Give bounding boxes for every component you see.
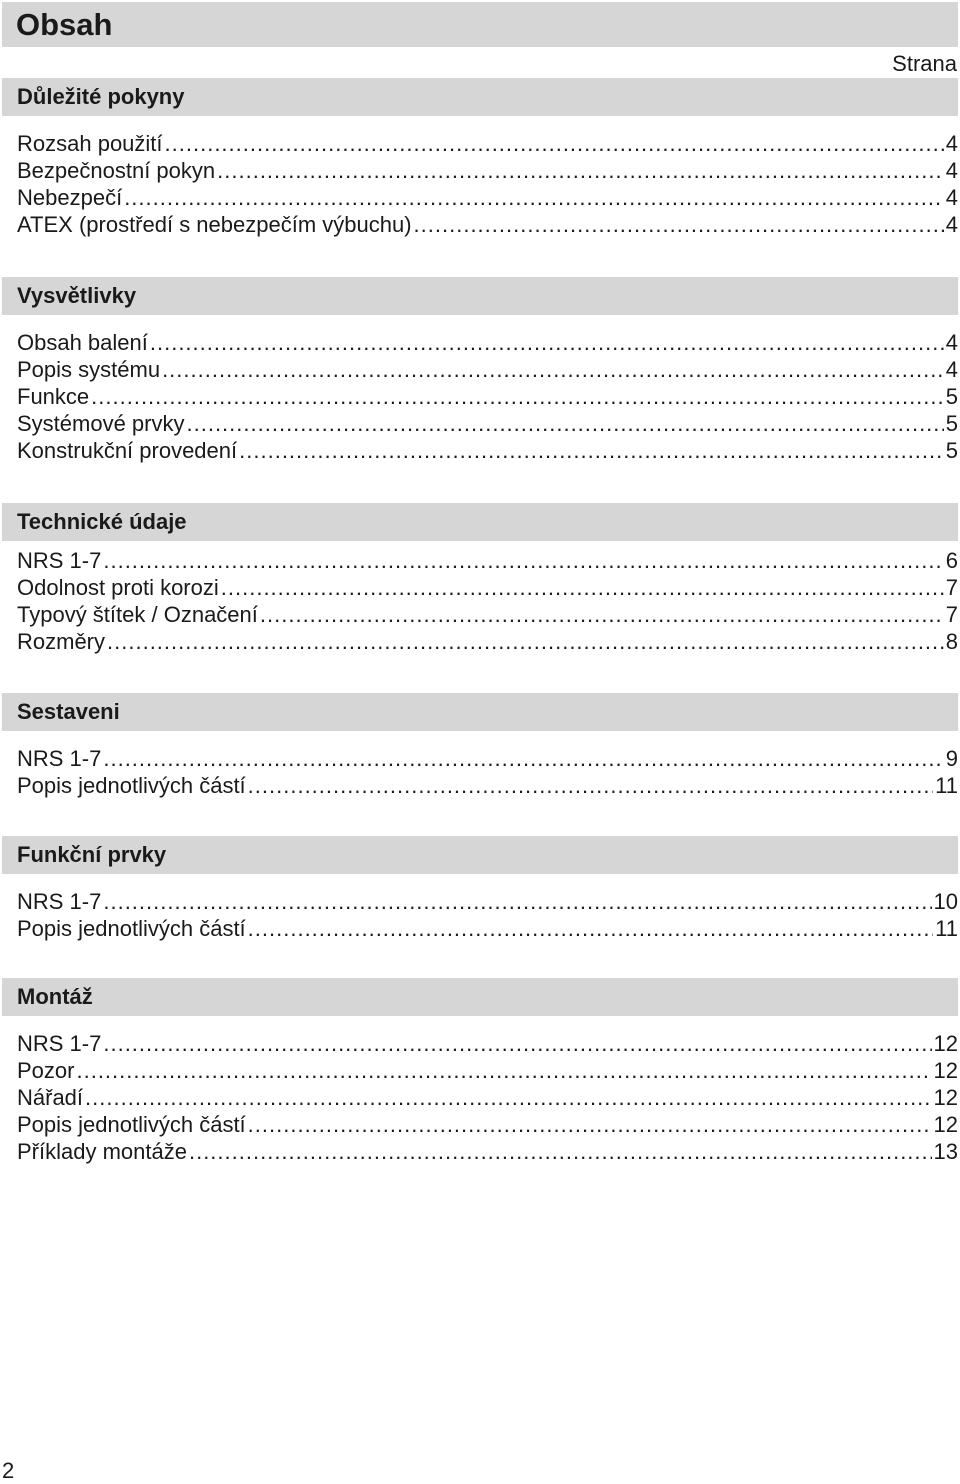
toc-entry-title: NRS 1-7 [17, 746, 102, 771]
dot-leader [217, 157, 944, 184]
section-heading: Technické údaje [17, 509, 187, 534]
toc-entry-title: Pozor [17, 1058, 75, 1083]
toc-entry-page: 12 [933, 1031, 958, 1056]
section-heading: Sestaveni [17, 699, 120, 724]
toc-entry-page: 4 [945, 212, 958, 237]
dot-leader [124, 184, 944, 211]
footer-page-number: 2 [2, 1458, 15, 1483]
toc-entry-page: 11 [935, 916, 958, 941]
toc-entry-page: 4 [945, 357, 958, 382]
toc-entry[interactable] [17, 157, 958, 184]
toc-entry-page: 6 [945, 548, 958, 573]
toc-entry[interactable] [17, 184, 958, 211]
dot-leader [85, 1084, 931, 1111]
toc-entry-title: Popis jednotlivých částí [17, 773, 246, 798]
toc-entry[interactable] [17, 888, 958, 915]
toc-entry[interactable] [17, 1138, 958, 1165]
section-heading: Vysvětlivky [17, 283, 137, 308]
toc-entry-page: 4 [945, 185, 958, 210]
toc-entry-title: Bezpečnostní pokyn [17, 158, 216, 183]
toc-section [0, 503, 960, 655]
toc-entry-title: Konstrukční provedení [17, 438, 238, 463]
toc-entry-list [0, 130, 960, 238]
toc-entry-title: Typový štítek / Označení [17, 602, 258, 627]
toc-entry-page: 4 [945, 330, 958, 355]
toc-entry-title: NRS 1-7 [17, 548, 102, 573]
dot-leader [260, 601, 944, 628]
toc-entry-list [0, 547, 960, 655]
dot-leader [107, 628, 944, 655]
toc-entry-title: Nářadí [17, 1085, 84, 1110]
toc-entry-page: 5 [945, 384, 958, 409]
toc-entry-page: 11 [935, 773, 958, 798]
toc-section [0, 978, 960, 1165]
dot-leader [150, 329, 944, 356]
toc-entry[interactable] [17, 915, 958, 942]
dot-leader [103, 1030, 931, 1057]
page-title: Obsah [16, 7, 113, 42]
section-header [2, 836, 958, 874]
toc-entry[interactable] [17, 601, 958, 628]
toc-entry-page: 5 [945, 411, 958, 436]
section-header [2, 78, 958, 116]
dot-leader [248, 1111, 932, 1138]
dot-leader [239, 437, 944, 464]
toc-entry[interactable] [17, 574, 958, 601]
page-column-label: Strana [892, 51, 957, 76]
toc-section [0, 277, 960, 464]
dot-leader [103, 745, 943, 772]
toc-entry[interactable] [17, 130, 958, 157]
dot-leader [221, 574, 944, 601]
toc-entry[interactable] [17, 745, 958, 772]
toc-section [0, 836, 960, 942]
section-header [2, 978, 958, 1016]
toc-entry[interactable] [17, 410, 958, 437]
toc-entry[interactable] [17, 1057, 958, 1084]
toc-entry-list [0, 329, 960, 464]
toc-entry-page: 4 [945, 158, 958, 183]
dot-leader [189, 1138, 932, 1165]
toc-entry[interactable] [17, 628, 958, 655]
toc-entry[interactable] [17, 437, 958, 464]
toc-entry-list [0, 1030, 960, 1165]
toc-entry-page: 12 [933, 1085, 958, 1110]
section-header [2, 277, 958, 315]
title-bar [2, 2, 958, 47]
toc-entry[interactable] [17, 356, 958, 383]
toc-entry-page: 12 [933, 1112, 958, 1137]
toc-entry-page: 10 [933, 889, 958, 914]
toc-entry[interactable] [17, 1084, 958, 1111]
toc-entry-list [0, 888, 960, 942]
toc-entry-page: 7 [945, 575, 958, 600]
toc-entry-page: 4 [945, 131, 958, 156]
toc-entry-page: 8 [945, 629, 958, 654]
section-header [2, 503, 958, 541]
toc-entry-title: Popis jednotlivých částí [17, 1112, 246, 1137]
toc-entry-title: Nebezpečí [17, 185, 123, 210]
toc-entry-page: 5 [945, 438, 958, 463]
dot-leader [103, 888, 931, 915]
toc-entry[interactable] [17, 772, 958, 799]
dot-leader [103, 547, 943, 574]
toc-entry-page: 12 [933, 1058, 958, 1083]
toc-entry[interactable] [17, 383, 958, 410]
section-header [2, 693, 958, 731]
toc-entry-page: 13 [933, 1139, 958, 1164]
toc-entry-title: Rozměry [17, 629, 106, 654]
toc-entry-title: NRS 1-7 [17, 889, 102, 914]
toc-entry-title: Systémové prvky [17, 411, 185, 436]
dot-leader [248, 915, 933, 942]
toc-entry-list [0, 745, 960, 799]
dot-leader [162, 356, 944, 383]
toc-entry-title: Funkce [17, 384, 90, 409]
dot-leader [414, 211, 944, 238]
toc-entry-title: Obsah balení [17, 330, 148, 355]
dot-leader [165, 130, 944, 157]
toc-entry-title: Popis jednotlivých částí [17, 916, 246, 941]
dot-leader [91, 383, 944, 410]
toc-entry-title: NRS 1-7 [17, 1031, 102, 1056]
section-heading: Montáž [17, 984, 93, 1009]
section-heading: Funkční prvky [17, 842, 167, 867]
toc-entry-page: 7 [945, 602, 958, 627]
section-heading: Důležité pokyny [17, 84, 185, 109]
toc-entry[interactable] [17, 1030, 958, 1057]
toc-entry-title: Rozsah použití [17, 131, 163, 156]
toc-section [0, 693, 960, 799]
dot-leader [248, 772, 933, 799]
toc-entry-page: 9 [945, 746, 958, 771]
toc-entry-title: Popis systému [17, 357, 161, 382]
toc-entry[interactable] [17, 547, 958, 574]
toc-entry[interactable] [17, 211, 958, 238]
dot-leader [187, 410, 944, 437]
toc-entry-title: Příklady montáže [17, 1139, 187, 1164]
toc-entry-title: ATEX (prostředí s nebezpečím výbuchu) [17, 212, 412, 237]
toc-section [0, 78, 960, 238]
toc-entry-title: Odolnost proti korozi [17, 575, 219, 600]
dot-leader [76, 1057, 931, 1084]
toc-entry[interactable] [17, 1111, 958, 1138]
toc-entry[interactable] [17, 329, 958, 356]
